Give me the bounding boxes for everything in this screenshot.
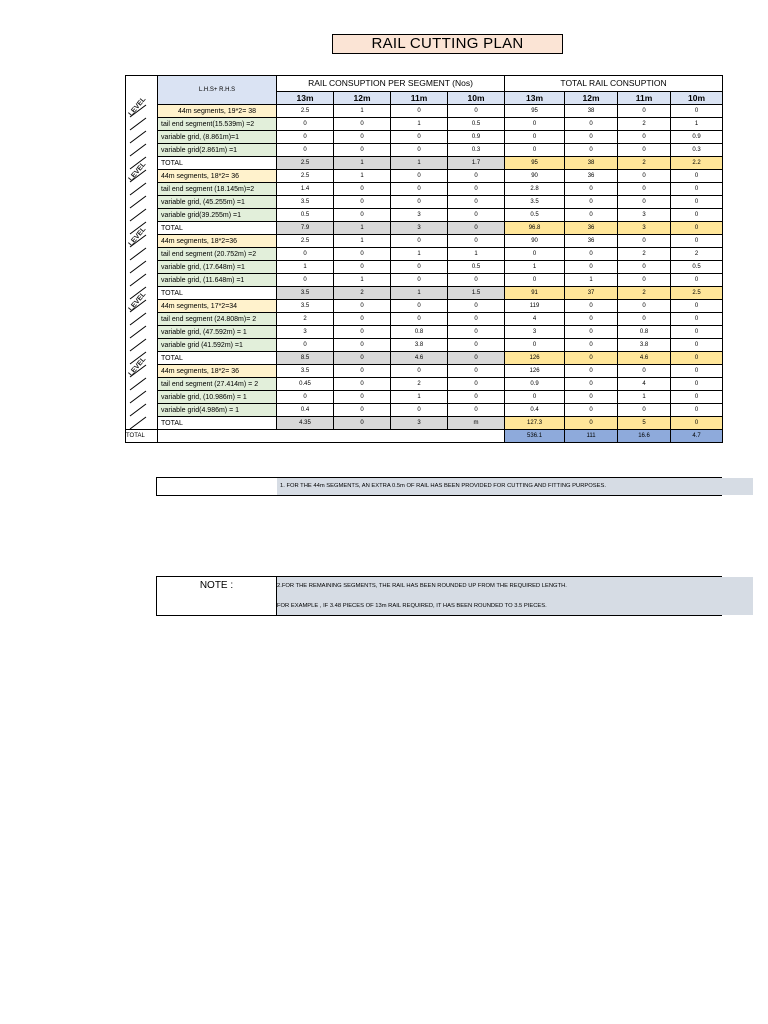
value-cell: 0.3 xyxy=(671,144,723,157)
value-cell: 0 xyxy=(334,313,391,326)
group-total-row xyxy=(126,417,723,430)
value-cell: 1 xyxy=(277,261,334,274)
hatch-cell xyxy=(126,209,158,222)
value-cell: 0 xyxy=(334,300,391,313)
group-total-row xyxy=(126,157,723,170)
value-cell: 1 xyxy=(334,274,391,287)
value-cell: 3.5 xyxy=(505,196,565,209)
group-total-label: TOTAL xyxy=(158,417,277,430)
total-value-cell: 0 xyxy=(671,352,723,365)
total-value-cell: 126 xyxy=(505,352,565,365)
value-cell: 0 xyxy=(565,300,618,313)
value-cell: 0 xyxy=(277,144,334,157)
value-cell: 0 xyxy=(334,404,391,417)
value-cell: 0 xyxy=(334,339,391,352)
total-value-cell: 36 xyxy=(565,222,618,235)
value-cell: 2.5 xyxy=(277,235,334,248)
value-cell: 0 xyxy=(671,391,723,404)
value-cell: 3.8 xyxy=(391,339,448,352)
value-cell: 0 xyxy=(448,404,505,417)
value-cell: 0 xyxy=(565,365,618,378)
table-row xyxy=(126,300,723,313)
value-cell: 2 xyxy=(618,118,671,131)
value-cell: 2 xyxy=(618,248,671,261)
value-cell: 0 xyxy=(277,131,334,144)
value-cell: 0 xyxy=(391,300,448,313)
note-2-text-block xyxy=(277,577,753,615)
size-header: 11m xyxy=(618,92,671,105)
value-cell: 0 xyxy=(618,196,671,209)
value-cell: 0 xyxy=(391,365,448,378)
value-cell: 0 xyxy=(671,378,723,391)
value-cell: 3.5 xyxy=(277,365,334,378)
table-row xyxy=(126,313,723,326)
value-cell: 0 xyxy=(334,131,391,144)
size-header: 12m xyxy=(334,92,391,105)
total-value-cell: 1 xyxy=(391,157,448,170)
value-cell: 0 xyxy=(671,365,723,378)
value-cell: 0 xyxy=(391,183,448,196)
value-cell: 0 xyxy=(334,209,391,222)
table-row xyxy=(126,196,723,209)
value-cell: 0.8 xyxy=(618,326,671,339)
value-cell: 0 xyxy=(565,144,618,157)
value-cell: 0 xyxy=(448,313,505,326)
lhs-rhs-header: L.H.S+ R.H.S xyxy=(158,76,277,105)
grand-total-value: 536.1 xyxy=(505,430,565,443)
value-cell: 0 xyxy=(618,365,671,378)
table-row xyxy=(126,378,723,391)
hatch-cell xyxy=(126,417,158,430)
value-cell: 0 xyxy=(277,274,334,287)
row-description: tail end segment (18.145m)=2 xyxy=(158,183,277,196)
total-value-cell: 2 xyxy=(618,157,671,170)
group-total-label: TOTAL xyxy=(158,287,277,300)
grand-total-value: 16.6 xyxy=(618,430,671,443)
value-cell: 0.45 xyxy=(277,378,334,391)
total-value-cell: 0 xyxy=(671,417,723,430)
value-cell: 0 xyxy=(565,261,618,274)
note-3-text: FOR EXAMPLE , IF 3.48 PIECES OF 13m RAIL REQUIRED, IT HAS BEEN ROUNDED TO 3.5 PIECES. xyxy=(277,603,547,609)
value-cell: 0 xyxy=(671,326,723,339)
row-description: 44m segments, 17*2=34 xyxy=(158,300,277,313)
total-value-cell: 2 xyxy=(334,287,391,300)
hatch-cell xyxy=(126,160,158,196)
value-cell: 0 xyxy=(334,378,391,391)
hatch-cell xyxy=(126,196,158,209)
group-total-row xyxy=(126,222,723,235)
value-cell: 0 xyxy=(565,209,618,222)
row-description: tail end segment (20.752m) =2 xyxy=(158,248,277,261)
total-value-cell: 2 xyxy=(618,287,671,300)
value-cell: 3.8 xyxy=(618,339,671,352)
value-cell: 0 xyxy=(334,365,391,378)
total-value-cell: 1 xyxy=(391,287,448,300)
value-cell: 1 xyxy=(391,391,448,404)
value-cell: 0 xyxy=(391,261,448,274)
group-level-label: LEVEL xyxy=(127,160,148,183)
total-value-cell: 2.2 xyxy=(671,157,723,170)
value-cell: 1 xyxy=(448,248,505,261)
row-description: variable grid, (17.648m) =1 xyxy=(158,261,277,274)
total-value-cell: 4.35 xyxy=(277,417,334,430)
value-cell: 0 xyxy=(391,313,448,326)
value-cell: 0 xyxy=(391,404,448,417)
group-level-label: LEVEL xyxy=(127,355,148,378)
row-description: variable grid, (45.255m) =1 xyxy=(158,196,277,209)
value-cell: 0.8 xyxy=(391,326,448,339)
hatch-cell xyxy=(126,225,158,261)
value-cell: 0 xyxy=(618,105,671,118)
value-cell: 126 xyxy=(505,365,565,378)
value-cell: 0 xyxy=(565,131,618,144)
value-cell: 0 xyxy=(671,274,723,287)
row-description: variable grid(39.255m) =1 xyxy=(158,209,277,222)
value-cell: 119 xyxy=(505,300,565,313)
value-cell: 36 xyxy=(565,170,618,183)
total-value-cell: 3.5 xyxy=(277,287,334,300)
value-cell: 0 xyxy=(671,313,723,326)
total-value-cell: 95 xyxy=(505,157,565,170)
hatch-cell xyxy=(126,355,158,391)
value-cell: 0 xyxy=(391,131,448,144)
table-row xyxy=(126,118,723,131)
value-cell: 0 xyxy=(334,118,391,131)
value-cell: 3.5 xyxy=(277,196,334,209)
value-cell: 1 xyxy=(565,274,618,287)
value-cell: 3 xyxy=(618,209,671,222)
value-cell: 0 xyxy=(618,144,671,157)
hatch-cell xyxy=(126,261,158,274)
row-description: tail end segment (24.808m)= 2 xyxy=(158,313,277,326)
table-row xyxy=(126,261,723,274)
page-title: RAIL CUTTING PLAN xyxy=(332,34,563,54)
value-cell: 0 xyxy=(505,248,565,261)
value-cell: 90 xyxy=(505,235,565,248)
value-cell: 0 xyxy=(671,339,723,352)
value-cell: 1 xyxy=(391,118,448,131)
total-value-cell: 0 xyxy=(334,352,391,365)
value-cell: 0 xyxy=(448,326,505,339)
hatch-cell xyxy=(126,274,158,287)
value-cell: 0 xyxy=(565,313,618,326)
value-cell: 0 xyxy=(671,170,723,183)
value-cell: 0 xyxy=(565,118,618,131)
hatch-cell xyxy=(126,391,158,404)
table-row xyxy=(126,105,723,118)
hatch-cell xyxy=(126,339,158,352)
size-header: 11m xyxy=(391,92,448,105)
value-cell: 0 xyxy=(334,183,391,196)
value-cell: 0 xyxy=(391,196,448,209)
hatch-cell xyxy=(126,404,158,417)
row-description: variable grid, (10.986m) = 1 xyxy=(158,391,277,404)
table-row xyxy=(126,365,723,378)
value-cell: 0 xyxy=(391,274,448,287)
value-cell: 3 xyxy=(391,209,448,222)
total-value-cell: 3 xyxy=(391,417,448,430)
group-total-row xyxy=(126,287,723,300)
value-cell: 3 xyxy=(277,326,334,339)
note-2-box xyxy=(156,576,722,616)
hatch-cell xyxy=(126,131,158,144)
table-row xyxy=(126,339,723,352)
value-cell: 0 xyxy=(505,274,565,287)
value-cell: 0 xyxy=(618,300,671,313)
value-cell: 0 xyxy=(671,105,723,118)
value-cell: 0 xyxy=(618,235,671,248)
value-cell: 0 xyxy=(565,196,618,209)
row-description: 44m segments, 18*2=36 xyxy=(158,235,277,248)
table-row xyxy=(126,235,723,248)
total-value-cell: 96.8 xyxy=(505,222,565,235)
row-description: variable grid(4.986m) = 1 xyxy=(158,404,277,417)
total-value-cell: 37 xyxy=(565,287,618,300)
value-cell: 0 xyxy=(448,365,505,378)
hatch-cell xyxy=(126,290,158,326)
value-cell: 0 xyxy=(334,196,391,209)
value-cell: 1.4 xyxy=(277,183,334,196)
value-cell: 0 xyxy=(505,131,565,144)
value-cell: 0 xyxy=(448,339,505,352)
row-description: variable grid, (47.592m) = 1 xyxy=(158,326,277,339)
group-total-label: TOTAL xyxy=(158,222,277,235)
value-cell: 0 xyxy=(618,170,671,183)
value-cell: 0 xyxy=(505,391,565,404)
row-description: variable grid (41.592m) =1 xyxy=(158,339,277,352)
total-value-cell: 4.6 xyxy=(618,352,671,365)
group-total-label: TOTAL xyxy=(158,157,277,170)
grand-total-row xyxy=(126,430,723,443)
value-cell: 0.5 xyxy=(277,209,334,222)
value-cell: 0 xyxy=(448,196,505,209)
group-total-label: TOTAL xyxy=(158,352,277,365)
value-cell: 0.9 xyxy=(448,131,505,144)
value-cell: 0.5 xyxy=(671,261,723,274)
value-cell: 0 xyxy=(565,326,618,339)
value-cell: 0.9 xyxy=(505,378,565,391)
value-cell: 0 xyxy=(505,118,565,131)
row-description: 44m segments, 19*2= 38 xyxy=(158,105,277,118)
value-cell: 0 xyxy=(565,183,618,196)
row-description: tail end segment (27.414m) = 2 xyxy=(158,378,277,391)
value-cell: 0 xyxy=(565,404,618,417)
table-row xyxy=(126,248,723,261)
value-cell: 0 xyxy=(618,261,671,274)
total-value-cell: 91 xyxy=(505,287,565,300)
value-cell: 0.5 xyxy=(448,261,505,274)
value-cell: 3 xyxy=(505,326,565,339)
total-value-cell: m xyxy=(448,417,505,430)
total-value-cell: 2.5 xyxy=(277,157,334,170)
row-description: variable grid, (8.861m)=1 xyxy=(158,131,277,144)
total-value-cell: 7.9 xyxy=(277,222,334,235)
value-cell: 0 xyxy=(671,183,723,196)
group-level-label: LEVEL xyxy=(127,290,148,313)
table-row xyxy=(126,209,723,222)
row-description: variable grid, (11.648m) =1 xyxy=(158,274,277,287)
value-cell: 0.5 xyxy=(448,118,505,131)
total-value-cell: 4.6 xyxy=(391,352,448,365)
table-row xyxy=(126,391,723,404)
total-value-cell: 1 xyxy=(334,222,391,235)
group-total-row xyxy=(126,352,723,365)
size-header: 12m xyxy=(565,92,618,105)
note-label: NOTE : xyxy=(157,577,277,615)
value-cell: 0 xyxy=(277,248,334,261)
value-cell: 4 xyxy=(505,313,565,326)
value-cell: 3.5 xyxy=(277,300,334,313)
value-cell: 0 xyxy=(671,196,723,209)
value-cell: 0 xyxy=(565,391,618,404)
size-header: 10m xyxy=(671,92,723,105)
value-cell: 0 xyxy=(391,170,448,183)
row-description: 44m segments, 18*2= 36 xyxy=(158,365,277,378)
value-cell: 1 xyxy=(618,391,671,404)
note-2-text: 2.FOR THE REMAINING SEGMENTS, THE RAIL HAS BEEN ROUNDED UP FROM THE REQUIRED LENGTH. xyxy=(277,583,567,589)
value-cell: 0.5 xyxy=(505,209,565,222)
row-description: 44m segments, 18*2= 36 xyxy=(158,170,277,183)
value-cell: 0 xyxy=(618,183,671,196)
table-row xyxy=(126,326,723,339)
value-cell: 0 xyxy=(448,209,505,222)
value-cell: 0 xyxy=(448,105,505,118)
grand-total-value: 4.7 xyxy=(671,430,723,443)
grand-total-value: 111 xyxy=(565,430,618,443)
value-cell: 0 xyxy=(391,105,448,118)
total-value-cell: 0 xyxy=(565,417,618,430)
value-cell: 90 xyxy=(505,170,565,183)
total-value-cell: 0 xyxy=(565,352,618,365)
value-cell: 0 xyxy=(448,183,505,196)
value-cell: 0 xyxy=(618,313,671,326)
value-cell: 0 xyxy=(505,339,565,352)
per-segment-header: RAIL CONSUPTION PER SEGMENT (Nos) xyxy=(277,76,505,92)
value-cell: 0 xyxy=(505,144,565,157)
value-cell: 0.4 xyxy=(277,404,334,417)
value-cell: 2 xyxy=(277,313,334,326)
value-cell: 2.5 xyxy=(277,170,334,183)
total-value-cell: 38 xyxy=(565,157,618,170)
value-cell: 4 xyxy=(618,378,671,391)
total-value-cell: 127.3 xyxy=(505,417,565,430)
value-cell: 0 xyxy=(391,235,448,248)
total-value-cell: 0 xyxy=(334,417,391,430)
total-value-cell: 8.5 xyxy=(277,352,334,365)
total-value-cell: 1 xyxy=(334,157,391,170)
total-value-cell: 1.5 xyxy=(448,287,505,300)
total-value-cell: 0 xyxy=(671,222,723,235)
value-cell: 1 xyxy=(671,118,723,131)
row-description: variable grid(2.861m) =1 xyxy=(158,144,277,157)
value-cell: 95 xyxy=(505,105,565,118)
grand-total-blank xyxy=(158,430,505,443)
group-level-label: LEVEL xyxy=(127,95,148,118)
note-1-text: 1. FOR THE 44m SEGMENTS, AN EXTRA 0.5m OF RAIL HAS BEEN PROVIDED FOR CUTTING AND FITTING PURPOSES. xyxy=(277,478,753,495)
value-cell: 0 xyxy=(448,274,505,287)
value-cell: 0 xyxy=(277,118,334,131)
total-value-cell: 0 xyxy=(448,222,505,235)
hatch-cell xyxy=(126,144,158,157)
value-cell: 2 xyxy=(671,248,723,261)
hatch-cell xyxy=(126,326,158,339)
value-cell: 0 xyxy=(334,326,391,339)
rail-cutting-table xyxy=(125,75,723,443)
value-cell: 2 xyxy=(391,378,448,391)
value-cell: 38 xyxy=(565,105,618,118)
value-cell: 0.4 xyxy=(505,404,565,417)
value-cell: 1 xyxy=(334,235,391,248)
total-value-cell: 3 xyxy=(618,222,671,235)
value-cell: 0.9 xyxy=(671,131,723,144)
group-level-label: LEVEL xyxy=(127,225,148,248)
value-cell: 0 xyxy=(671,300,723,313)
value-cell: 0 xyxy=(618,131,671,144)
value-cell: 1 xyxy=(505,261,565,274)
total-value-cell: 2.5 xyxy=(671,287,723,300)
value-cell: 0 xyxy=(277,339,334,352)
value-cell: 0 xyxy=(448,235,505,248)
value-cell: 0 xyxy=(334,144,391,157)
hatch-cell xyxy=(126,95,158,131)
table-row xyxy=(126,131,723,144)
value-cell: 0 xyxy=(448,378,505,391)
table-row xyxy=(126,183,723,196)
total-value-cell: 0 xyxy=(448,352,505,365)
value-cell: 2.8 xyxy=(505,183,565,196)
size-header: 10m xyxy=(448,92,505,105)
note-1-box xyxy=(156,477,722,496)
value-cell: 0 xyxy=(671,404,723,417)
value-cell: 0 xyxy=(448,391,505,404)
value-cell: 0 xyxy=(277,391,334,404)
value-cell: 0 xyxy=(448,300,505,313)
value-cell: 1 xyxy=(334,105,391,118)
note-1-blank xyxy=(157,478,278,495)
total-value-cell: 5 xyxy=(618,417,671,430)
value-cell: 0.3 xyxy=(448,144,505,157)
size-header: 13m xyxy=(277,92,334,105)
value-cell: 0 xyxy=(671,235,723,248)
value-cell: 0 xyxy=(391,144,448,157)
value-cell: 2.5 xyxy=(277,105,334,118)
value-cell: 0 xyxy=(565,339,618,352)
value-cell: 0 xyxy=(618,274,671,287)
table-row xyxy=(126,274,723,287)
total-value-cell: 3 xyxy=(391,222,448,235)
value-cell: 0 xyxy=(671,209,723,222)
row-description: tail end segment(15.539m) =2 xyxy=(158,118,277,131)
value-cell: 0 xyxy=(334,391,391,404)
value-cell: 0 xyxy=(334,248,391,261)
value-cell: 0 xyxy=(618,404,671,417)
value-cell: 36 xyxy=(565,235,618,248)
value-cell: 0 xyxy=(334,261,391,274)
value-cell: 0 xyxy=(565,378,618,391)
size-header: 13m xyxy=(505,92,565,105)
table-row xyxy=(126,404,723,417)
total-consumption-header: TOTAL RAIL CONSUPTION xyxy=(505,76,723,92)
total-value-cell: 1.7 xyxy=(448,157,505,170)
table-row xyxy=(126,170,723,183)
value-cell: 0 xyxy=(565,248,618,261)
value-cell: 0 xyxy=(448,170,505,183)
value-cell: 1 xyxy=(391,248,448,261)
value-cell: 1 xyxy=(334,170,391,183)
table-row xyxy=(126,144,723,157)
grand-total-label: TOTAL xyxy=(126,430,158,443)
